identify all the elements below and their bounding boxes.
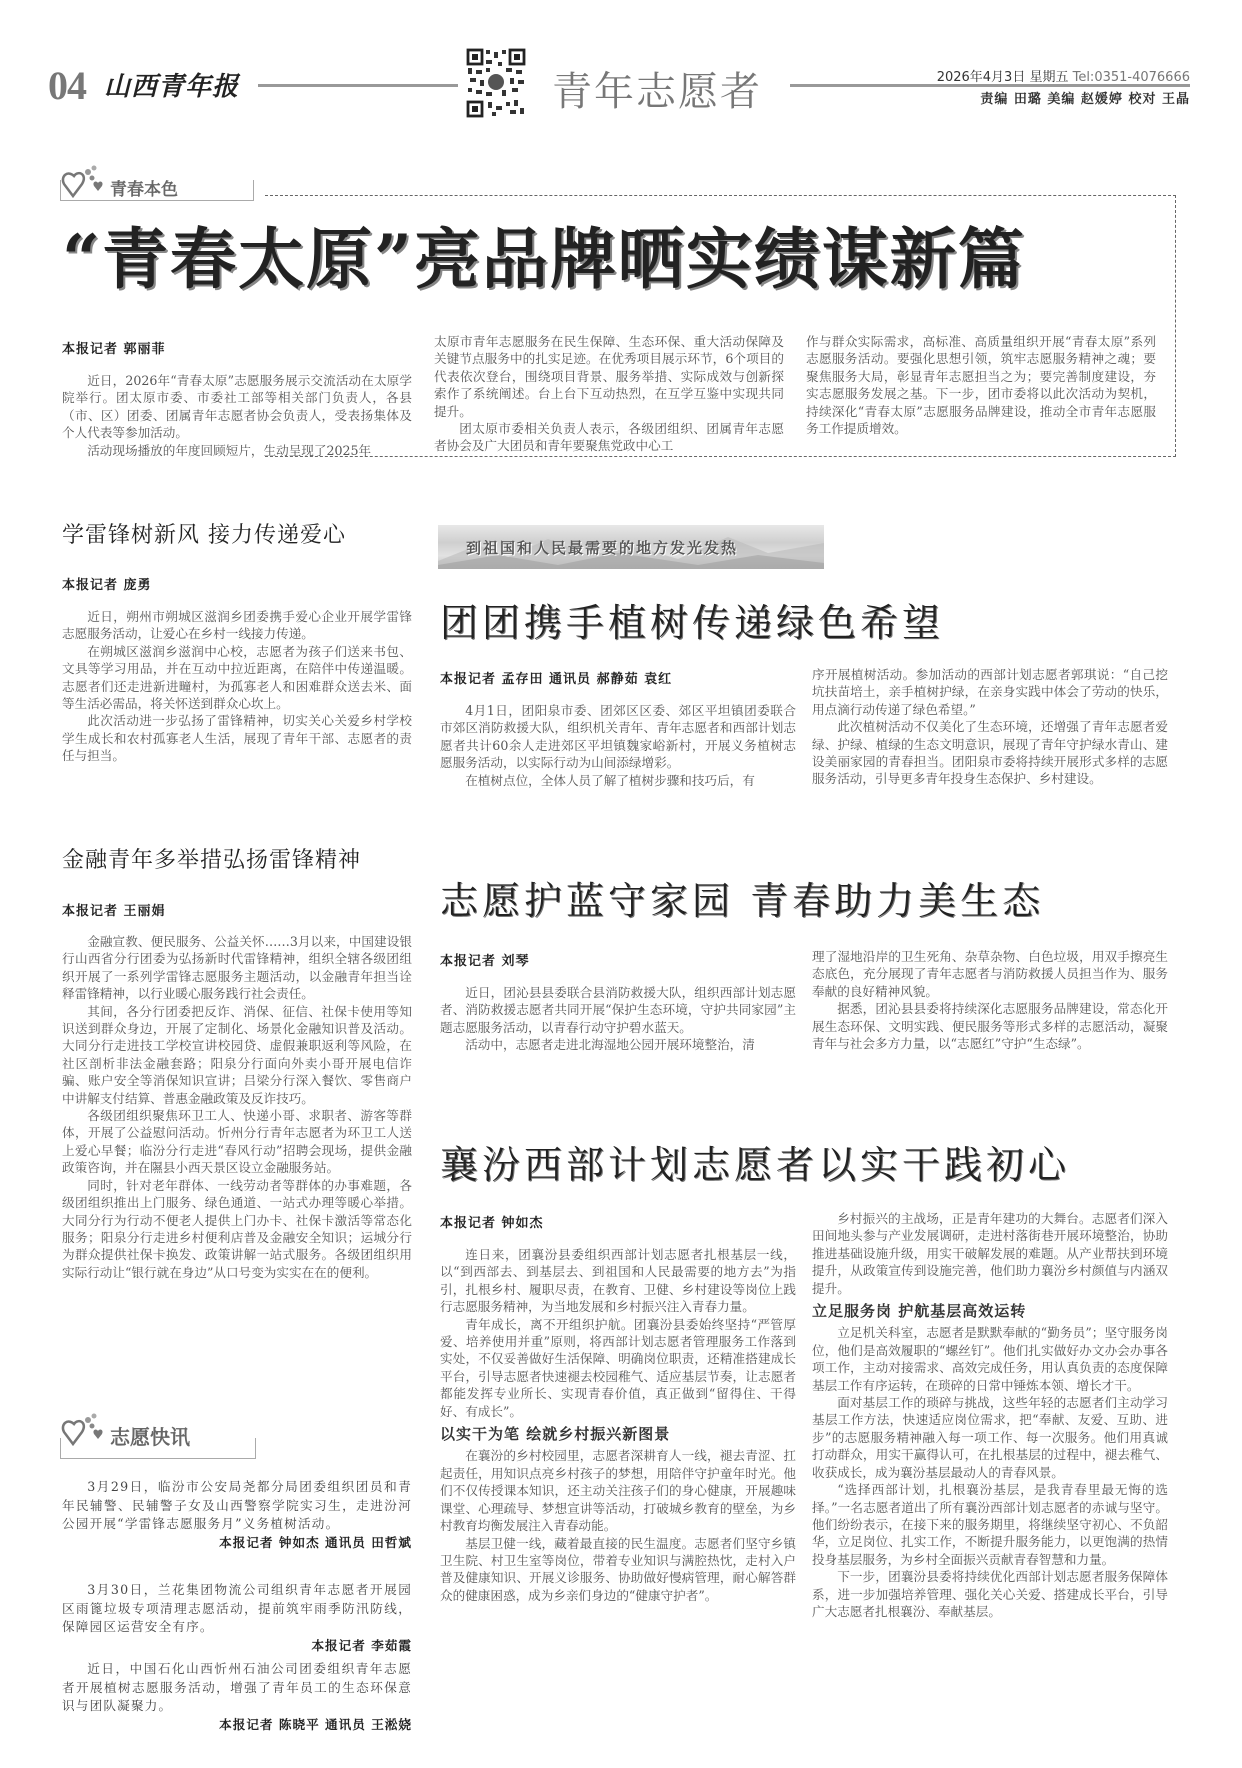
paragraph: 金融宣教、便民服务、公益关怀……3月以来，中国建设银行山西省分行团委为弘扬新时代雷锋精神，组织全辖各级团组织开展了一系列学雷锋志愿服务主题活动，以金融青年担当诠释雷锋精神，以行业暖心服务践行社会责任。 [62,934,412,1002]
feature-banner [438,525,824,569]
paragraph: 基层卫健一线，藏着最直接的民生温度。志愿者们坚守乡镇卫生院、村卫生室等岗位，带着专业知识与满腔热忱，走村入户普及健康知识、开展义诊服务、协助做好慢病管理，耐心解答群众的健康困惑，成为乡亲们身边的“健康守护者”。 [440,1535,796,1603]
paragraph: 据悉，团沁县县委将持续深化志愿服务品牌建设，常态化开展生态环保、文明实践、便民服务等形式多样的志愿活动，凝聚青年与社会多方力量，以“志愿红”守护“生态绿”。 [812,1001,1168,1052]
brief-item [62,1581,412,1655]
paragraph: 近日，团沁县县委联合县消防救援大队，组织西部计划志愿者、消防救援志愿者共同开展“保护生态环境，守护共同家园”主题志愿服务活动，以青春行动守护碧水蓝天。 [440,985,796,1035]
article-byline: 本报记者 庞勇 [62,578,152,593]
paragraph: 活动现场播放的年度回顾短片，生动呈现了2025年 [87,442,372,458]
subheading: 立足服务岗 护航基层高效运转 [812,1302,1027,1321]
paragraph: 近日，朔州市朔城区滋润乡团委携手爱心企业开展学雷锋志愿服务活动，让爱心在乡村一线接力传递。 [62,609,412,642]
paragraph: 面对基层工作的琐碎与挑战，这些年轻的志愿者们主动学习基层工作方法，快速适应岗位需求，把“奉献、友爱、互助、进步”的志愿服务精神融入每一项工作、每一次服务。他们用真诚打动群众，用实干赢得认可，在扎根基层的过程中，褪去稚气、收获成长，成为襄汾基层最动人的青春风景。 [812,1395,1168,1480]
paragraph: 此次植树活动不仅美化了生态环境，还增强了青年志愿者爱绿、护绿、植绿的生态文明意识，展现了青年守护绿水青山、建设美丽家园的青春担当。团阳泉市委将持续开展形式多样的志愿服务活动，引导更多青年投身生态保护、乡村建设。 [812,719,1168,787]
paragraph: 乡村振兴的主战场，正是青年建功的大舞台。志愿者们深入田间地头参与产业发展调研，走进村落街巷开展环境整治，协助推进基础设施升级，用实干破解发展的难题。从产业帮扶到环境提升，从政策宣传到设施完善，他们助力襄汾乡村颜值与内涵双提升。 [812,1211,1168,1296]
qr-code-graphic [466,48,526,118]
feature-headline: 志愿护蓝守家园 青春助力美生态 [440,879,1045,923]
paper-name-logo: 山西青年报 [104,72,240,102]
lead-column-1 [62,372,412,459]
section-title: 青年志愿者 [552,69,762,115]
feature-column-1 [440,984,796,1054]
article-headline: 金融青年多举措弘扬雷锋精神 [62,848,362,873]
feature-column-1 [440,702,796,789]
phone-number: Tel:0351-4076666 [1072,70,1190,85]
article-body [62,608,412,765]
paragraph: 连日来，团襄汾县委组织西部计划志愿者扎根基层一线，以“到西部去、到基层去、到祖国和人民最需要的地方去”为指引，扎根乡村、履职尽责，在教育、卫健、乡村建设等岗位上践行志愿服务精神，为当地发展和乡村振兴注入青春力量。 [440,1247,796,1315]
brief-credit: 本报记者 钟如杰 通讯员 田哲斌 [219,1534,412,1550]
paragraph: 其间，各分行团委把反诈、消保、征信、社保卡使用等知识送到群众身边，开展了定制化、场景化金融知识普及活动。大同分行走进技工学校宣讲校园贷、虚假兼职返利等风险，在社区剖析非法金融套路；阳泉分行面向外卖小哥开展电信诈骗、账户安全等消保知识宣讲；吕梁分行深入餐饮、零售商户中讲解支付结算、普惠金融政策及反诈技巧。 [62,1003,412,1106]
feature-column-2 [812,948,1168,1052]
lead-column-3 [806,333,1156,437]
paragraph: 太原市青年志愿服务在民生保障、生态环保、重大活动保障及关键节点服务中的扎实足迹。在优秀项目展示环节，6个项目的代表依次登台，围绕项目背景、服务举措、实际成效与创新探索作了系统阐述。台上台下互动热烈，在互学互鉴中实现共同提升。 [434,334,784,419]
article-byline: 本报记者 王丽娟 [62,904,166,919]
lead-byline: 本报记者 郭丽菲 [62,342,166,357]
lead-column-2 [434,333,784,455]
feature-headline: 襄汾西部计划志愿者以实干践初心 [440,1143,1071,1187]
article-body [62,933,412,1281]
paragraph: 此次活动进一步弘扬了雷锋精神，切实关心关爱乡村学校学生成长和农村孤寡老人生活，展现了青年干部、志愿者的责任与担当。 [62,713,412,764]
feature-byline: 本报记者 钟如杰 [440,1216,544,1231]
paragraph: 理了湿地沿岸的卫生死角、杂草杂物、白色垃圾，用双手擦亮生态底色，充分展现了青年志愿者与消防救援人员担当作为、服务奉献的良好精神风貌。 [812,949,1168,999]
paragraph: 各级团组织聚焦环卫工人、快递小哥、求职者、游客等群体，开展了公益慰问活动。忻州分行青年志愿者为环卫工人送上爱心早餐；临汾分行走进“春风行动”招聘会现场，提供金融政策咨询，并在隰县小西天景区设立金融服务站。 [62,1108,412,1176]
column-tag-frame [60,180,254,201]
dateline [937,66,1190,85]
lead-headline: “青春太原”亮品牌晒实绩谋新篇 [62,220,1026,298]
column-tag-frame [60,1438,256,1459]
paragraph: “选择西部计划，扎根襄汾基层，是我青春里最无悔的选择。”一名志愿者道出了所有襄汾西部计划志愿者的赤诚与坚守。他们纷纷表示，在接下来的服务期里，将继续坚守初心、不负韶华，立足岗位、扎实工作，不断提升服务能力，以更饱满的热情投身基层服务，为乡村全面振兴贡献青春智慧和力量。 [812,1482,1168,1567]
paragraph: 作与群众实际需求，高标准、高质量组织开展“青春太原”系列志愿服务活动。要强化思想引领，筑牢志愿服务精神之魂；要聚焦服务大局，彰显青年志愿担当之为；要完善制度建设，夯实志愿服务发展之基。下一步，团市委将以此次活动为契机，持续深化“青春太原”志愿服务品牌建设，推动全市青年志愿服务工作提质增效。 [806,334,1156,437]
feature-column-1 [440,1246,796,1604]
paragraph: 在植树点位，全体人员了解了植树步骤和技巧后，有 [465,772,755,788]
brief-credit: 本报记者 陈晓平 通讯员 王淞娆 [219,1716,412,1732]
editor-credits: 责编 田璐 美编 赵媛婷 校对 王晶 [980,92,1190,107]
article-headline: 学雷锋树新风 接力传递爱心 [62,523,346,548]
feature-byline: 本报记者 孟存田 通讯员 郝静茹 袁红 [440,672,673,687]
brief-item [62,1478,412,1552]
paragraph: 同时，针对老年群体、一线劳动者等群体的办事难题，各级团组织推出上门服务、绿色通道、一站式办理等暖心举措。大同分行为行动不便老人提供上门办卡、社保卡激活等常态化服务；阳泉分行走进乡村便利店普及金融安全知识；运城分行为群众提供社保卡换发、政策讲解一站式服务。各级团组织用实际行动让“银行就在身边”从口号变为实实在在的便利。 [62,1177,412,1280]
brief-text: 3月30日，兰花集团物流公司组织青年志愿者开展园区雨篦垃圾专项清理志愿活动，提前筑牢雨季防汛防线，保障园区运营安全有序。 [62,1582,412,1634]
brief-text: 3月29日，临汾市公安局尧都分局团委组织团员和青年民辅警、民辅警子女及山西警察学院实习生，走进汾河公园开展“学雷锋志愿服务月”义务植树活动。 [62,1479,412,1531]
paragraph: 青年成长，离不开组织护航。团襄汾县委始终坚持“严管厚爱、培养使用并重”原则，将西部计划志愿者管理服务工作落到实处，不仅妥善做好生活保障、明确岗位职责，还精准搭建成长平台，引导志愿者快速褪去校园稚气、适应基层节奏，让志愿者都能发挥专业所长、实现青春价值，真正做到“留得住、干得好、有成长”。 [440,1316,796,1419]
paragraph: 团太原市委相关负责人表示，各级团组织、团属青年志愿者协会及广大团员和青年要聚焦党政中心工 [434,421,784,454]
column-tag-label: 志愿快讯 [110,1425,190,1449]
feature-byline: 本报记者 刘琴 [440,954,530,969]
paragraph: 立足机关科室，志愿者是默默奉献的“勤务员”；坚守服务岗位，他们是高效履职的“螺丝钉”。他们扎实做好办文办会办事各项工作，主动对接需求、高效完成任务，用认真负责的态度保障基层工作有序运转，在琐碎的日常中锤炼本领、增长才干。 [812,1325,1168,1393]
paragraph: 活动中，志愿者走进北海湿地公园开展环境整治，清 [465,1037,755,1053]
masthead-rule-left [258,84,458,87]
column-tag-label: 青春本色 [110,180,178,200]
issue-date: 2026年4月3日 星期五 [936,70,1069,85]
page-number: 04 [48,63,86,108]
brief-text: 近日，中国石化山西忻州石油公司团委组织青年志愿者开展植树志愿服务活动，增强了青年员工的生态环保意识与团队凝聚力。 [62,1661,412,1713]
feature-column-2 [812,1210,1168,1620]
qr-code-icon[interactable] [466,48,526,118]
subheading: 以实干为笔 绘就乡村振兴新图景 [440,1425,671,1444]
paragraph: 4月1日，团阳泉市委、团郊区区委、郊区平坦镇团委联合市郊区消防救援大队，组织机关青年、青年志愿者和西部计划志愿者共计60余人走进郊区平坦镇魏家峪新村，开展义务植树志愿服务活动，以实际行动为山间添绿增彩。 [440,703,796,771]
brief-credit: 本报记者 李茹霞 [311,1637,412,1653]
paragraph: 在襄汾的乡村校园里，志愿者深耕育人一线，褪去青涩、扛起责任，用知识点亮乡村孩子的梦想，用陪伴守护童年时光。他们不仅传授课本知识，还主动关注孩子们的身心健康，开展趣味课堂、心理疏导、梦想宣讲等活动，打破城乡教育的壁垒，为乡村教育均衡发展注入青春动能。 [440,1448,796,1534]
feature-banner-text: 到祖国和人民最需要的地方发光发热 [466,539,739,557]
paragraph: 序开展植树活动。参加活动的西部计划志愿者郭琪说：“自己挖坑扶苗培土，亲手植树护绿，在亲身实践中体会了劳动的快乐，用点滴行动传递了绿色希望。” [812,667,1168,717]
feature-column-2 [812,666,1168,788]
brief-item [62,1660,412,1734]
paragraph: 在朔城区滋润乡滋润中心校，志愿者为孩子们送来书包、文具等学习用品，并在互动中拉近距离，在陪伴中传递温暖。志愿者们还走进新进疃村，为孤寡老人和困难群众送去米、面等生活必需品，将关怀送到群众心坎上。 [62,643,412,712]
paragraph: 下一步，团襄汾县委将持续优化西部计划志愿者服务保障体系，进一步加强培养管理、强化关心关爱、搭建成长平台，引导广大志愿者扎根襄汾、奉献基层。 [812,1569,1168,1619]
feature-headline: 团团携手植树传递绿色希望 [440,601,945,645]
paragraph: 近日，2026年“青春太原”志愿服务展示交流活动在太原学院举行。团太原市委、市委社工部等相关部门负责人，各县（市、区）团委、团属青年志愿者协会负责人，受表扬集体及个人代表等参加活动。 [62,373,412,441]
